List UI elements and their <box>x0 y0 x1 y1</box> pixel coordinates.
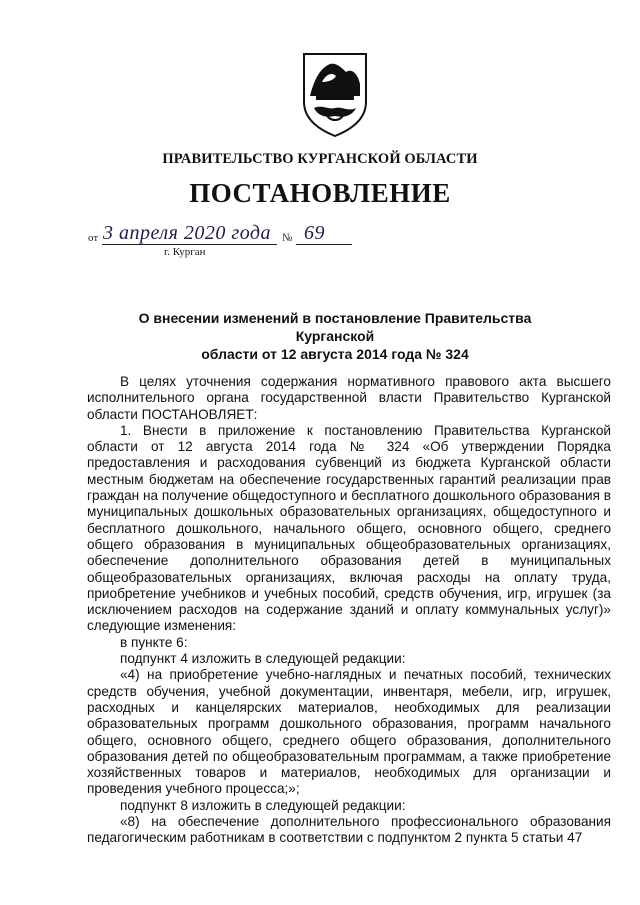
city-label: г. Курган <box>164 246 206 258</box>
document-body <box>87 374 611 847</box>
date-underline <box>102 244 277 245</box>
subject-line-2: области от 12 августа 2014 года № 324 <box>201 346 469 362</box>
paragraph-item-1: 1. Внести в приложение к постановлению Правительства Курганской области от 12 августа 2014 года № 324 «Об утверждении Порядка предоставления и расходования субвенций из бюджета Курганской области местным бюджетам на обеспечение государственных гарантий реализации прав граждан на получение общедоступного и бесплатного дошкольного образования в муниципальных дошкольных образовательных организациях, общедоступного и бесплатного дошкольного, начального общего, основного общего, среднего общего образования в муниципальных общеобразовательных организациях, обеспечение дополнительного образования детей в муниципальных общеобразовательных организациях, включая расходы на оплату труда, приобретение учебников и учебных пособий, средств обучения, игр, игрушек (за исключением расходов на содержание зданий и оплату коммунальных услуг)» следующие изменения: <box>87 422 611 634</box>
document-subject <box>100 309 570 363</box>
date-from-label: от <box>88 232 99 244</box>
document-type-title: ПОСТАНОВЛЕНИЕ <box>189 178 451 208</box>
number-underline <box>296 244 352 245</box>
handwritten-date: 3 апреля 2020 года <box>103 222 272 244</box>
paragraph-preamble: В целях уточнения содержания нормативного правового акта высшего исполнительного органа государственной власти Правительство Курганской области ПОСТАНОВЛЯЕТ: <box>87 374 611 422</box>
coat-of-arms-icon <box>300 50 370 138</box>
subject-line-1: О внесении изменений в постановление Правительства Курганской <box>138 310 532 344</box>
number-label: № <box>282 232 293 244</box>
paragraph-subpoint-8-intro: подпункт 8 изложить в следующей редакции: <box>120 797 406 813</box>
paragraph-subpoint-4-text: «4) на приобретение учебно-наглядных и печатных пособий, технических средств обучения, учебной документации, инвентаря, мебели, игр, игрушек, расходных и канцелярских материалов, необходимых для реализации образовательных программ дошкольного образования, программ начального общего, основного общего, среднего общего образования, дополнительного образования детей по общеобразовательным программам, а также приобретение хозяйственных товаров и материалов, необходимых для организации и проведения учебного процесса;»; <box>87 667 611 797</box>
date-number-line <box>88 222 388 262</box>
handwritten-number: 69 <box>304 222 325 244</box>
organization-title: ПРАВИТЕЛЬСТВО КУРГАНСКОЙ ОБЛАСТИ <box>162 151 478 167</box>
paragraph-subpoint-4-intro: подпункт 4 изложить в следующей редакции: <box>120 651 406 667</box>
paragraph-subpoint-8-text: «8) на обеспечение дополнительного профессионального образования педагогическим работникам в соответствии с подпунктом 2 пункта 5 статьи 47 <box>87 814 611 846</box>
paragraph-point-6: в пункте 6: <box>120 634 188 650</box>
